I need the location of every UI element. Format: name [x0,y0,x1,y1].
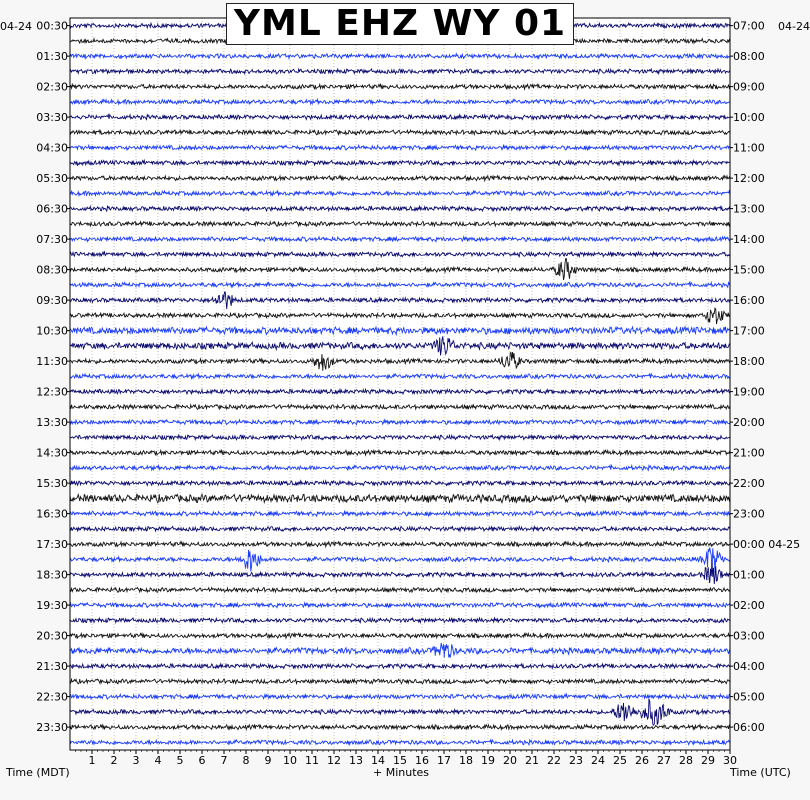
chart-title: YML EHZ WY 01 [233,3,567,44]
x-tick-label: 25 [613,754,627,767]
left-time-label: 22:30 [36,690,68,704]
left-time-label: 01:30 [36,50,68,64]
x-tick-label: 10 [283,754,297,767]
left-time-label: 12:30 [36,385,68,399]
x-tick-label: 12 [327,754,341,767]
left-time-label: 15:30 [36,477,68,491]
right-time-label: 19:00 [733,385,765,399]
right-time-label: 03:00 [733,629,765,643]
right-time-label: 15:00 [733,263,765,277]
x-tick-label: 6 [198,754,206,767]
x-tick-label: 11 [305,754,319,767]
left-time-label: 10:30 [36,324,68,338]
right-time-label: 10:00 [733,111,765,125]
left-time-label: 02:30 [36,80,68,94]
x-tick-label: 14 [371,754,385,767]
x-tick-label: 30 [723,754,737,767]
right-time-label: 08:00 [733,50,765,64]
left-time-label: 14:30 [36,446,68,460]
x-tick-label: 28 [679,754,693,767]
x-tick-label: 5 [176,754,184,767]
right-time-label: 17:00 [733,324,765,338]
x-tick-label: 13 [349,754,363,767]
left-time-label: 04:30 [36,141,68,155]
right-time-label: 14:00 [733,233,765,247]
right-time-label: 07:00 [733,19,765,33]
left-time-label: 09:30 [36,294,68,308]
x-tick-label: 8 [242,754,250,767]
chart-title-box [226,3,574,45]
x-tick-label: 1 [88,754,96,767]
right-date-label: 04-24 [778,20,810,33]
right-time-label: 11:00 [733,141,765,155]
left-time-label: 17:30 [36,538,68,552]
x-tick-label: 22 [547,754,561,767]
x-tick-label: 23 [569,754,583,767]
left-time-label: 20:30 [36,629,68,643]
x-tick-label: 24 [591,754,605,767]
left-time-label: 16:30 [36,507,68,521]
right-time-label: 02:00 [733,599,765,613]
left-time-label: 05:30 [36,172,68,186]
left-time-label: 07:30 [36,233,68,247]
x-tick-label: 15 [393,754,407,767]
left-time-label: 08:30 [36,263,68,277]
x-axis-label: + Minutes [373,766,430,779]
x-tick-label: 29 [701,754,715,767]
x-tick-label: 17 [437,754,451,767]
left-time-label: 00:30 [36,19,68,33]
left-date-label: 04-24 [0,20,32,33]
x-tick-label: 3 [132,754,140,767]
right-time-label: 20:00 [733,416,765,430]
x-tick-label: 16 [415,754,429,767]
right-axis-label: Time (UTC) [730,766,791,779]
right-time-label: 16:00 [733,294,765,308]
x-tick-label: 18 [459,754,473,767]
x-tick-label: 20 [503,754,517,767]
x-tick-label: 21 [525,754,539,767]
right-time-label: 23:00 [733,507,765,521]
right-time-label: 06:00 [733,721,765,735]
x-tick-label: 4 [154,754,162,767]
left-time-label: 13:30 [36,416,68,430]
x-tick-label: 9 [264,754,272,767]
left-time-label: 06:30 [36,202,68,216]
x-tick-label: 19 [481,754,495,767]
right-time-label: 00:00 04-25 [733,538,801,552]
right-time-label: 05:00 [733,690,765,704]
right-time-label: 04:00 [733,660,765,674]
left-time-label: 18:30 [36,568,68,582]
right-time-label: 12:00 [733,172,765,186]
x-tick-label: 7 [220,754,228,767]
right-time-label: 13:00 [733,202,765,216]
left-time-label: 23:30 [36,721,68,735]
left-axis-label: Time (MDT) [6,766,70,779]
right-time-label: 22:00 [733,477,765,491]
left-time-label: 19:30 [36,599,68,613]
x-tick-label: 27 [657,754,671,767]
left-time-label: 21:30 [36,660,68,674]
right-time-label: 21:00 [733,446,765,460]
x-tick-label: 26 [635,754,649,767]
right-time-label: 18:00 [733,355,765,369]
left-time-label: 03:30 [36,111,68,125]
left-time-label: 11:30 [36,355,68,369]
right-time-label: 01:00 [733,568,765,582]
right-time-label: 09:00 [733,80,765,94]
x-tick-label: 2 [110,754,118,767]
